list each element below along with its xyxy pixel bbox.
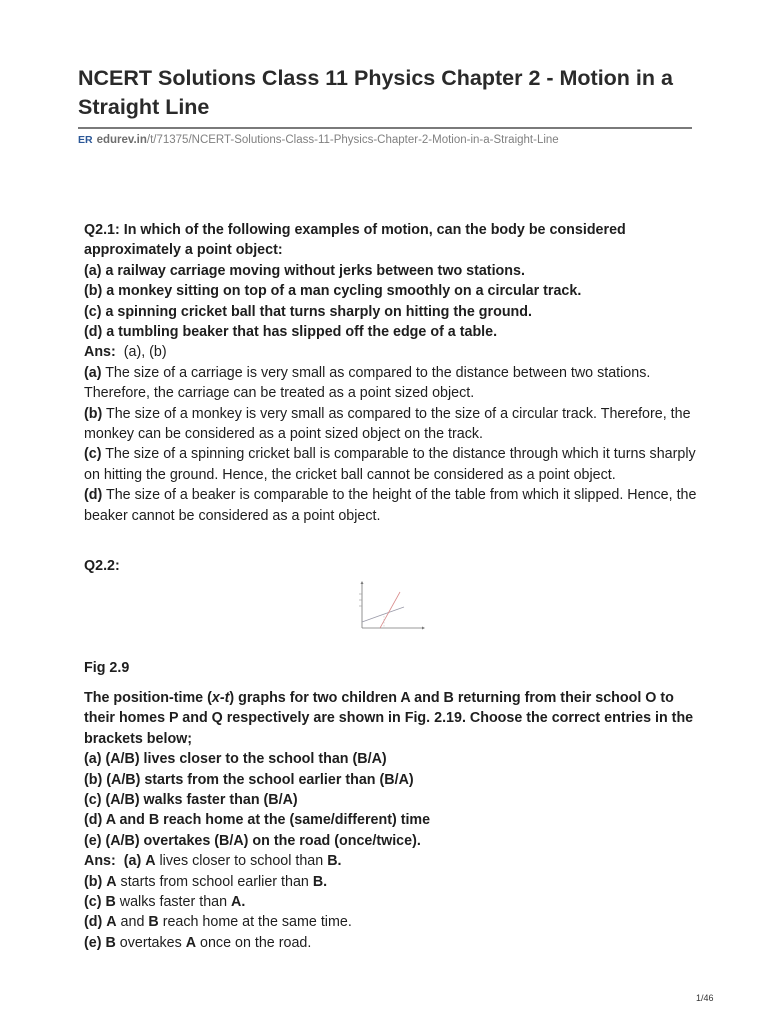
question-option: (b) a monkey sitting on top of a man cycling smoothly on a circular track. <box>84 283 582 300</box>
answer-line: (c) B walks faster than A. <box>84 893 246 910</box>
explanation: (d) The size of a beaker is comparable to the height of the table from which it slipped. Hence, the beaker cannot be considered as a point object. <box>84 487 697 524</box>
question-option: (b) (A/B) starts from the school earlier than (B/A) <box>84 771 414 788</box>
answer-line: Ans: (a) A lives closer to school than B. <box>84 853 342 870</box>
explanation: (b) The size of a monkey is very small as compared to the size of a circular track. Therefore, the monkey can be considered as a point sized object on the track. <box>84 405 691 443</box>
x-axis-arrow <box>422 626 425 629</box>
y-axis-arrow <box>361 581 364 584</box>
answer-label: Ans: <box>84 344 116 361</box>
question-heading: Q2.2: <box>84 558 120 575</box>
question-2-1 <box>84 220 699 526</box>
answer-line <box>84 342 699 362</box>
document-body <box>84 220 699 953</box>
question-option: (c) (A/B) walks faster than (B/A) <box>84 791 298 808</box>
source-url[interactable] <box>78 133 692 147</box>
answer-line: (e) B overtakes A once on the road. <box>84 934 312 951</box>
url-path: /t/71375/NCERT-Solutions-Class-11-Physics-Chapter-2-Motion-in-a-Straight-Line <box>146 134 559 146</box>
answer-value: (a), (b) <box>123 344 167 361</box>
explanation: (a) The size of a carriage is very small as compared to the distance between two stations. Therefore, the carriage can be treated as a point sized object. <box>84 364 651 402</box>
url-domain: edurev.in <box>96 134 147 146</box>
question-option: (e) (A/B) overtakes (B/A) on the road (once/twice). <box>84 832 421 849</box>
question-option: (c) a spinning cricket ball that turns sharply on hitting the ground. <box>84 303 532 320</box>
line-a <box>362 607 404 622</box>
question-text: Q2.1: In which of the following examples of motion, can the body be considered approximately a point object: <box>84 222 626 259</box>
edurev-logo-icon: ER <box>78 134 93 146</box>
figure-caption: Fig 2.9 <box>84 659 130 676</box>
question-option: (d) a tumbling beaker that has slipped off the edge of a table. <box>84 324 498 341</box>
page-title: NCERT Solutions Class 11 Physics Chapter 2 - Motion in a Straight Line <box>78 66 673 119</box>
question-2-2 <box>84 556 699 953</box>
question-option: (a) a railway carriage moving without jerks between two stations. <box>84 262 525 279</box>
page-indicator: 1/46 <box>696 993 714 1003</box>
line-b <box>380 592 400 628</box>
question-option: (a) (A/B) lives closer to the school than (B/A) <box>84 751 387 768</box>
title-divider <box>78 127 692 129</box>
explanation: (c) The size of a spinning cricket ball is comparable to the distance through which it turns sharply on hitting the ground. Hence, the cricket ball cannot be considered as a point object. <box>84 446 696 483</box>
position-time-graph <box>356 580 426 632</box>
question-text: The position-time (x-t) graphs for two children A and B returning from their school O to their homes P and Q respectively are shown in Fig. 2.19. Choose the correct entries in the brackets below; <box>84 689 694 747</box>
question-option: (d) A and B reach home at the (same/different) time <box>84 812 431 829</box>
answer-label: Ans: <box>84 853 116 870</box>
answer-line: (b) A starts from school earlier than B. <box>84 873 328 890</box>
answer-line: (d) A and B reach home at the same time. <box>84 914 352 931</box>
figure <box>84 577 699 654</box>
